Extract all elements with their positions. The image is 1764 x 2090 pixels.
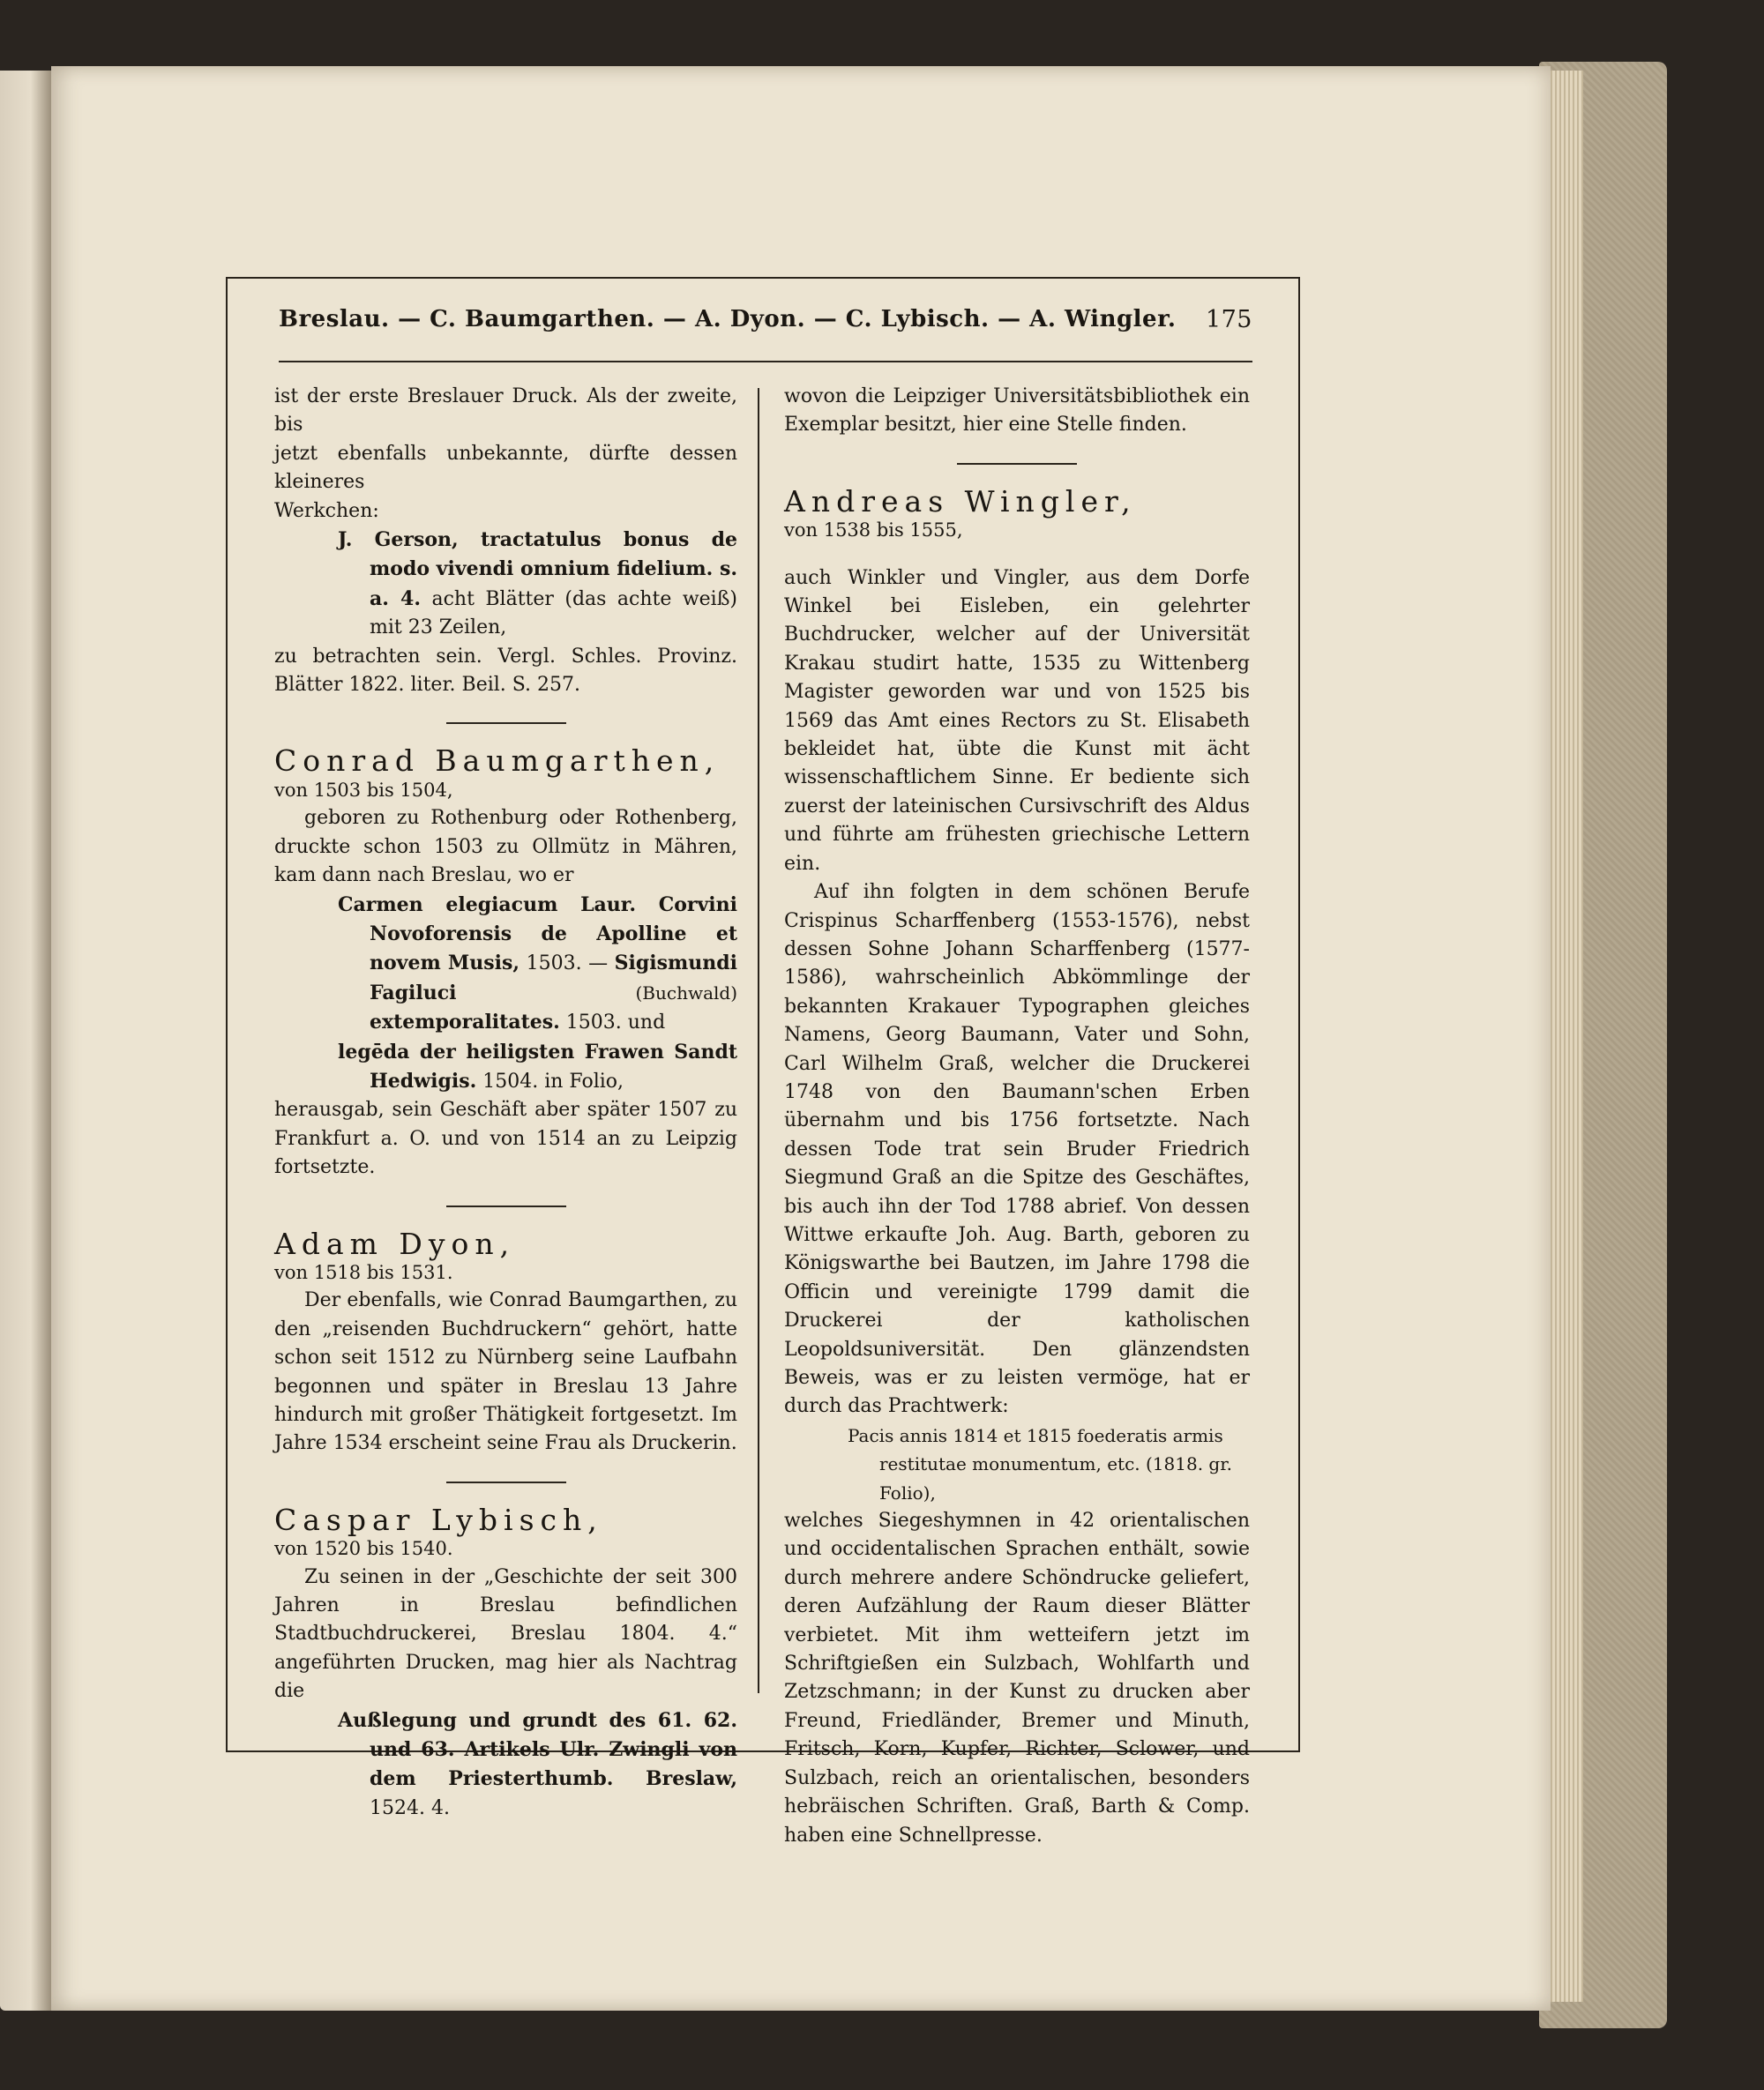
baumgarthen-work-legenda bbox=[274, 1038, 737, 1097]
work-aussleguung-rest: 1524. 4. bbox=[370, 1796, 450, 1819]
running-title: Breslau. — C. Baumgarthen. — A. Dyon. — C. Lybisch. — A. Wingler. bbox=[279, 306, 1177, 332]
intro-line-2: jetzt ebenfalls unbekannte, dürfte dessen kleineres bbox=[274, 442, 737, 494]
work-carmen: Carmen elegiacum Laur. Corvini Novoforensis de Apolline et novem Musis, bbox=[338, 892, 737, 975]
baumgarthen-text-1: geboren zu Rothenburg oder Rothenberg, druckte schon 1503 zu Ollmütz in Mähren, kam dann nach Breslau, wo er bbox=[274, 807, 737, 887]
work-sigismundi: Sigismundi Fagiluci bbox=[370, 952, 737, 1004]
dyon-text: Der ebenfalls, wie Conrad Baumgarthen, zu den „reisenden Buchdruckern“ gehört, hatte schon seit 1512 zu Nürnberg seine Laufbahn begonnen und später in Breslau 13 Jahre hindurch mit großer Thätigkeit fortgesetzt. Im Jahre 1534 erscheint seine Frau als Druckerin. bbox=[274, 1289, 737, 1455]
work-sigismundi-year: 1503. und bbox=[559, 1011, 666, 1034]
wingler-text-3: welches Siegeshymnen in 42 orientalischen und occidentalischen Sprachen enthält, sowie durch mehrere andere Schöndrucke geliefert, deren Aufzählung der Raum dieser Blätter verbietet. Mit ihm wetteifern jetzt im Schriftgießen ein Sulzbach, Wohlfarth und Zetzschmann; in der Kunst zu drucken aber Freund, Friedländer, Bremer und Minuth, Fritsch, Korn, Kupfer, Richter, Sclower, und Sulzbach, reich an orientalischen, besonders hebräischen Schriften. Graß, Barth & Comp. haben eine Schnellpresse. bbox=[784, 1510, 1250, 1847]
header-rule bbox=[279, 361, 1252, 362]
dates-lybisch: von 1520 bis 1540. bbox=[274, 1538, 453, 1560]
intro-line-3: Werkchen: bbox=[274, 499, 379, 522]
prachtwerk-quote bbox=[784, 1422, 1250, 1507]
baumgarthen-text-2: herausgab, sein Geschäft aber später 1507 zu Frankfurt a. O. und von 1514 an zu Leipzig fortsetzte. bbox=[274, 1099, 737, 1179]
work-sigismundi-note: (Buchwald) bbox=[456, 982, 737, 1004]
facing-page-edge bbox=[0, 71, 51, 2011]
lybisch-text: Zu seinen in der „Geschichte der seit 300 Jahren in Breslau befindlichen Stadtbuchdruckerei, Breslau 1804. 4.“ angeführten Drucken, mag hier als Nachtrag die bbox=[274, 1565, 737, 1703]
lybisch-work bbox=[274, 1706, 737, 1824]
quote-line-2: restitutae monumentum, etc. (1818. gr. bbox=[879, 1453, 1232, 1475]
right-column bbox=[784, 383, 1250, 1850]
intro-line-1: ist der erste Breslauer Druck. Als der zweite, bis bbox=[274, 385, 737, 437]
heading-baumgarthen: Conrad Baumgarthen, bbox=[274, 743, 721, 779]
work-aussleguung: Außlegung und grundt des 61. 62. und 63. Artikels Ulr. Zwingli von dem Priesterthumb. Breslaw, bbox=[338, 1708, 737, 1791]
right-intro: wovon die Leipziger Universitätsbibliothek ein Exemplar besitzt, hier eine Stelle finden. bbox=[784, 385, 1250, 437]
work-sigismundi-title: extemporalitates. bbox=[370, 1011, 560, 1034]
dates-wingler: von 1538 bis 1555, bbox=[784, 519, 963, 541]
work-carmen-year: 1503. — bbox=[519, 952, 615, 975]
dates-dyon: von 1518 bis 1531. bbox=[274, 1261, 453, 1283]
gerson-entry bbox=[274, 526, 737, 643]
heading-dyon: Adam Dyon, bbox=[274, 1226, 516, 1261]
quote-line-1: Pacis annis 1814 et 1815 foederatis armis bbox=[848, 1424, 1223, 1446]
left-column bbox=[274, 383, 737, 1823]
heading-wingler: Andreas Wingler, bbox=[784, 483, 1137, 519]
gerson-rest: acht Blätter (das achte weiß) mit 23 Zeilen, bbox=[370, 587, 738, 639]
column-divider bbox=[758, 388, 759, 1693]
gerson-title: J. Gerson, tractatulus bonus de modo vivendi omnium fidelium. s. a. 4. bbox=[338, 528, 737, 610]
heading-lybisch: Caspar Lybisch, bbox=[274, 1502, 603, 1537]
intro-tail: zu betrachten sein. Vergl. Schles. Provinz. Blätter 1822. liter. Beil. S. 257. bbox=[274, 645, 737, 697]
wingler-text-2: Auf ihn folgten in dem schönen Berufe Crispinus Scharffenberg (1553-1576), nebst dessen Sohne Johann Scharffenberg (1577-1586), wahrscheinlich Abkömmlinge der bekannten Krakauer Typographen gleiches Namens, Georg Baumann, Vater und Sohn, Carl Wilhelm Graß, welcher die Druckerei 1748 von den Baumann'schen Erben übernahm und bis 1756 fortsetzte. Nach dessen Tode trat sein Bruder Friedrich Siegmund Graß an die Spitze des Geschäftes, bis auch ihn der Tod 1788 abrief. Von dessen Wittwe erkaufte Joh. Aug. Barth, geboren zu Königswarthe bei Bautzen, im Jahre 1798 die Officin und vereinigte 1799 damit die Druckerei der katholischen Leopoldsuniversität. Den glänzendsten Beweis, was er zu leisten vermöge, hat er durch das Prachtwerk: bbox=[784, 881, 1250, 1418]
work-legenda-rest: 1504. in Folio, bbox=[476, 1070, 624, 1093]
wingler-text-1: auch Winkler und Vingler, aus dem Dorfe Winkel bei Eisleben, ein gelehrter Buchdrucker, welcher auf der Universität Krakau studirt hatte, 1535 zu Wittenberg Magister geworden war und von 1525 bis 1569 das Amt eines Rectors zu St. Elisabeth bekleidet hat, übte die Kunst mit ächt wissenschaftlichem Sinne. Er bediente sich zuerst der lateinischen Cursivschrift des Aldus und führte am frühesten griechische Lettern ein. bbox=[784, 566, 1250, 875]
running-header bbox=[279, 297, 1252, 341]
quote-line-3: Folio), bbox=[879, 1482, 936, 1504]
page-number: 175 bbox=[1205, 305, 1252, 333]
work-legenda: legēda der heiligsten Frawen Sandt Hedwigis. bbox=[338, 1040, 737, 1093]
dates-baumgarthen: von 1503 bis 1504, bbox=[274, 779, 453, 801]
baumgarthen-works bbox=[274, 891, 737, 1038]
